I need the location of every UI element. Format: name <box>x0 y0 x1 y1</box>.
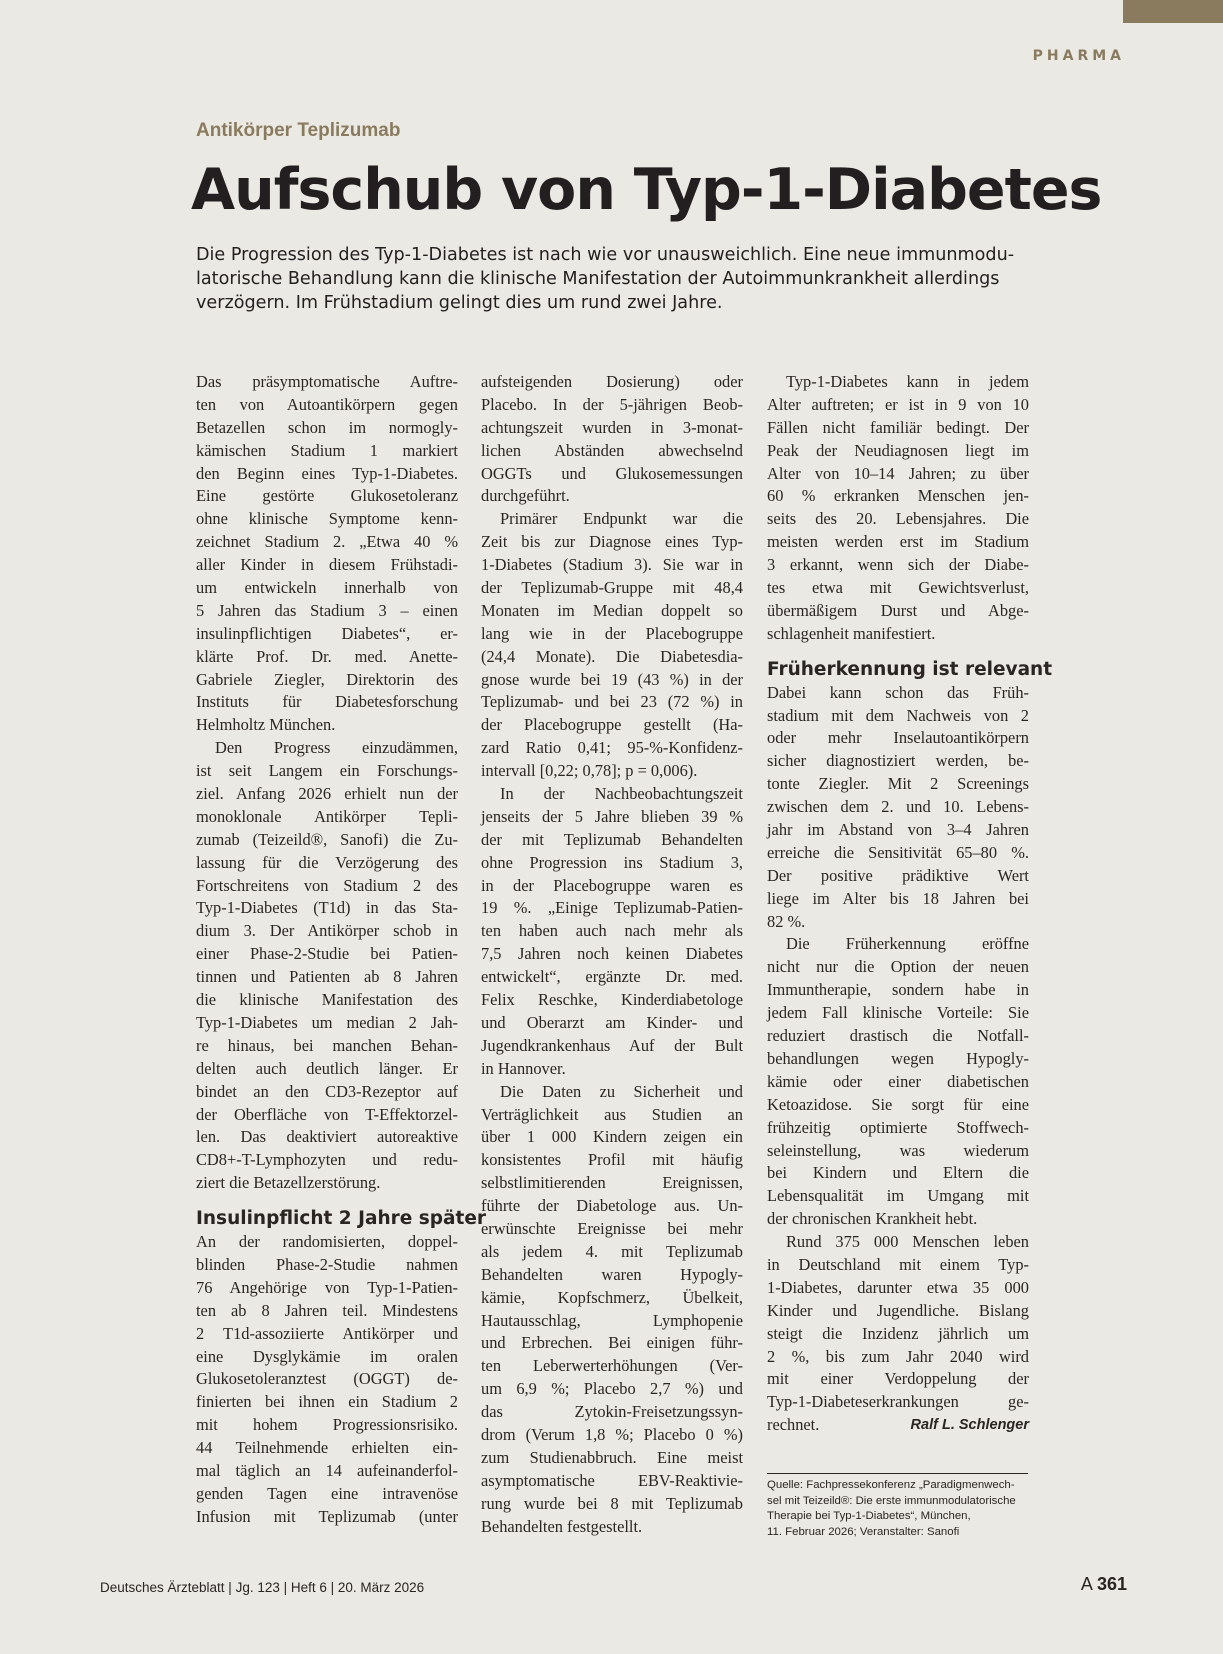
text-line: Der positive prädiktive Wert <box>767 865 1029 885</box>
text-line: liege im Alter bis 18 Jahren bei <box>767 888 1029 908</box>
text-line: das Zytokin-Freisetzungssyn- <box>481 1402 743 1422</box>
text-line: Typ-1-Diabetes kann in jedem <box>786 372 1029 391</box>
text-line: zeichnet Stadium 2. „Etwa 40 % <box>196 532 458 552</box>
paragraph <box>767 371 1029 646</box>
lead-line: Die Progression des Typ-1-Diabetes ist nach wie vor unausweichlich. Eine neue immunmodu- <box>196 245 1015 265</box>
text-line: ten ab 8 Jahren teil. Mindestens <box>196 1300 458 1320</box>
closing-text: rechnet. <box>767 1415 820 1435</box>
text-column-2 <box>481 371 743 1538</box>
text-line: Typ-1-Diabeteserkrankungen ge- <box>767 1392 1029 1412</box>
text-line: jenseits der 5 Jahre blieben 39 % <box>481 806 743 826</box>
text-line: Alter auftreten; er ist in 9 von 10 <box>767 394 1029 414</box>
section-label: PHARMA <box>1032 48 1125 64</box>
paragraph <box>481 371 743 508</box>
text-line: finierten bei ihnen ein Stadium 2 <box>196 1392 458 1412</box>
text-line: intervall [0,22; 0,78]; p = 0,006). <box>481 761 698 781</box>
text-line: Dabei kann schon das Früh- <box>767 682 1029 702</box>
text-line: Typ-1-Diabetes (T1d) in das Sta- <box>196 898 458 918</box>
subheading: Früherkennung ist relevant <box>767 658 1053 680</box>
text-line: schlagenheit manifestiert. <box>767 623 936 643</box>
text-line: selbstlimitierenden Ereignissen, <box>481 1173 743 1193</box>
text-line: konsistentes Profil mit häufig <box>481 1150 743 1170</box>
paragraph <box>196 371 458 737</box>
text-line: CD8+-T-Lymphozyten und redu- <box>196 1150 458 1170</box>
text-line: mit hohem Progressionsrisiko. <box>196 1415 458 1435</box>
source-note <box>767 1478 1029 1540</box>
text-line: in der Placebogruppe waren es <box>481 875 743 895</box>
text-line: Behandelten festgestellt. <box>481 1516 643 1536</box>
text-line: zumab (Teizeild®, Sanofi) die Zu- <box>196 829 458 849</box>
page-number <box>1081 1574 1127 1595</box>
text-line: durchgeführt. <box>481 486 570 506</box>
text-line: seleinstellung, was wiederum <box>767 1140 1029 1160</box>
page-prefix: A <box>1080 1574 1092 1594</box>
text-line: als jedem 4. mit Teplizumab <box>481 1241 743 1261</box>
article-lead <box>196 243 1026 315</box>
text-line: ohne klinische Symptome kenn- <box>196 509 458 529</box>
text-line: behandlungen wegen Hypogly- <box>767 1048 1029 1068</box>
text-line: den Beginn eines Typ-1-Diabetes. <box>196 463 458 483</box>
text-line: Zeit bis zur Diagnose eines Typ- <box>481 532 743 552</box>
text-line: Den Progress einzudämmen, <box>215 738 458 758</box>
text-line: mit einer Verdoppelung der <box>767 1369 1029 1389</box>
text-line: kämie oder einer diabetischen <box>767 1071 1029 1091</box>
text-line: 19 %. „Einige Teplizumab-Patien- <box>481 898 743 918</box>
text-line: ziert die Betazellzerstörung. <box>196 1173 381 1193</box>
text-line: Immuntherapie, sondern habe in <box>767 980 1029 1000</box>
text-line: tinnen und Patienten ab 8 Jahren <box>196 967 458 987</box>
text-line: kämischen Stadium 1 markiert <box>196 440 458 460</box>
text-line: Lebensqualität im Umgang mit <box>767 1186 1029 1206</box>
paragraph <box>767 682 1029 934</box>
text-line: 3 erkannt, wenn sich der Diabe- <box>767 555 1029 575</box>
text-line: rung wurde bei 8 mit Teplizumab <box>481 1493 743 1513</box>
paragraph <box>481 508 743 783</box>
text-line: 44 Teilnehmende erhielten ein- <box>196 1438 458 1458</box>
text-line: kämie, Kopfschmerz, Übelkeit, <box>481 1287 743 1307</box>
text-line: gnose wurde bei 19 (43 %) in der <box>481 669 743 689</box>
text-line: in Hannover. <box>481 1058 566 1078</box>
paragraph <box>481 1081 743 1539</box>
text-line: blinden Phase-2-Studie nahmen <box>196 1254 458 1274</box>
text-column-1 <box>196 371 487 1529</box>
text-line: Monaten im Median doppelt so <box>481 600 743 620</box>
source-line: Quelle: Fachpressekonferenz „Paradigmenwech- <box>767 1479 1015 1491</box>
text-line: ziel. Anfang 2026 erhielt nun der <box>196 784 458 804</box>
text-line: aufsteigenden Dosierung) oder <box>481 372 743 391</box>
text-line: achtungszeit wurden in 3-monat- <box>481 417 743 437</box>
text-line: Ketoazidose. Sie sorgt für eine <box>767 1094 1029 1114</box>
corner-accent-bar <box>1123 0 1223 23</box>
source-line: Therapie bei Typ-1-Diabetes“, München, <box>767 1510 971 1522</box>
text-line: Alter von 10–14 Jahren; zu über <box>767 463 1029 483</box>
text-line: dium 3. Der Antikörper schob in <box>196 921 458 941</box>
text-line: Placebo. In der 5-jährigen Beob- <box>481 394 743 414</box>
text-line: 1-Diabetes (Stadium 3). Sie war in <box>481 555 743 575</box>
text-line: asymptomatische EBV-Reaktivie- <box>481 1470 743 1490</box>
text-line: der Placebogruppe gestellt (Ha- <box>481 715 743 735</box>
paragraph <box>481 783 743 1081</box>
text-line: ist seit Langem ein Forschungs- <box>196 761 458 781</box>
text-line: re hinaus, bei manchen Behan- <box>196 1035 458 1055</box>
text-line: tonte Ziegler. Mit 2 Screenings <box>767 774 1029 794</box>
text-line: 2 T1d-assoziierte Antikörper und <box>196 1323 458 1343</box>
text-line: oder mehr Inselautoantikörpern <box>767 728 1029 748</box>
text-line: Jugendkrankenhaus Auf der Bult <box>481 1035 743 1055</box>
text-line: Infusion mit Teplizumab (unter <box>196 1506 458 1526</box>
page-number-value: 361 <box>1096 1574 1127 1594</box>
source-line: 11. Februar 2026; Veranstalter: Sanofi <box>767 1525 960 1538</box>
text-line: lichen Abständen abwechselnd <box>481 440 743 460</box>
lead-line: verzögern. Im Frühstadium gelingt dies um rund zwei Jahre. <box>196 293 723 313</box>
text-line: 5 Jahren das Stadium 3 – einen <box>196 600 458 620</box>
text-line: insulinpflichtigen Diabetes“, er- <box>196 623 458 643</box>
text-line: Hautausschlag, Lymphopenie <box>481 1310 743 1330</box>
text-line: Gabriele Ziegler, Direktorin des <box>196 669 458 689</box>
text-line: Peak der Neudiagnosen liegt im <box>767 440 1029 460</box>
text-line: der chronischen Krankheit hebt. <box>767 1209 978 1229</box>
text-line: Fällen nicht familiär bedingt. Der <box>767 417 1029 437</box>
text-line: erreiche die Sensitivität 65–80 %. <box>767 842 1029 862</box>
text-line: (24,4 Monate). Die Diabetesdia- <box>481 646 743 666</box>
paragraph <box>196 1231 458 1529</box>
text-line: seits des 20. Lebensjahres. Die <box>767 509 1029 529</box>
text-line: lang wie in der Placebogruppe <box>481 623 743 643</box>
text-line: jedem Fall klinische Vorteile: Sie <box>767 1003 1029 1023</box>
paragraph <box>767 933 1029 1231</box>
text-line: lassung für die Verzögerung des <box>196 852 458 872</box>
text-line: steigt die Inzidenz jährlich um <box>767 1323 1029 1343</box>
source-divider <box>767 1473 1028 1474</box>
text-line: entwickelt“, ergänzte Dr. med. <box>481 967 743 987</box>
text-line: ten von Autoantikörpern gegen <box>196 394 458 414</box>
text-line: bindet an den CD3-Rezeptor auf <box>196 1081 458 1101</box>
source-line: sel mit Teizeild®: Die erste immunmodulatorische <box>767 1494 1016 1507</box>
lead-line: latorische Behandlung kann die klinische Manifestation der Autoimmunkrankheit allerdings <box>196 269 1000 289</box>
text-line: um 6,9 %; Placebo 2,7 %) und <box>481 1379 743 1399</box>
subheading: Insulinpflicht 2 Jahre später <box>196 1208 487 1230</box>
text-line: ten Leberwerterhöhungen (Ver- <box>481 1356 743 1376</box>
text-line: Instituts für Diabetesforschung <box>196 692 458 712</box>
text-line: nicht nur die Option der neuen <box>767 957 1029 977</box>
text-line: bei Kindern und Eltern die <box>767 1163 1029 1183</box>
text-line: frühzeitig optimierte Stoffwech- <box>767 1117 1029 1137</box>
text-line: der mit Teplizumab Behandelten <box>481 829 743 849</box>
text-line: ohne Progression ins Stadium 3, <box>481 852 743 872</box>
author-byline: Ralf L. Schlenger <box>910 1417 1029 1434</box>
text-line: Felix Reschke, Kinderdiabetologe <box>481 990 743 1010</box>
article-kicker: Antikörper Teplizumab <box>196 120 401 141</box>
text-line: drom (Verum 1,8 %; Placebo 0 %) <box>481 1424 743 1444</box>
text-line: in Deutschland mit einem Typ- <box>767 1254 1029 1274</box>
text-line: 2 %, bis zum Jahr 2040 wird <box>767 1346 1029 1366</box>
text-line: führte der Diabetologe aus. Un- <box>481 1196 743 1216</box>
text-line: meisten werden erst im Stadium <box>767 532 1029 552</box>
text-line: delten auch deutlich länger. Er <box>196 1058 458 1078</box>
text-line: Das präsymptomatische Auftre- <box>196 372 458 391</box>
text-line: über 1 000 Kindern zeigen ein <box>481 1127 743 1147</box>
journal-citation: Deutsches Ärzteblatt | Jg. 123 | Heft 6 | 20. März 2026 <box>100 1580 425 1595</box>
text-line: Rund 375 000 Menschen leben <box>786 1232 1029 1252</box>
text-line: Kinder und Jugendliche. Bislang <box>767 1300 1029 1320</box>
text-line: OGGTs und Glukosemessungen <box>481 463 743 483</box>
text-line: aller Kinder in diesem Frühstadi- <box>196 555 458 575</box>
text-line: klärte Prof. Dr. med. Anette- <box>196 646 458 666</box>
text-line: 7,5 Jahren noch keinen Diabetes <box>481 944 743 964</box>
text-line: Eine gestörte Glukosetoleranz <box>196 486 458 506</box>
text-line: die klinische Manifestation des <box>196 990 458 1010</box>
text-line: jahr im Abstand von 3–4 Jahren <box>767 820 1029 840</box>
text-line: Die Daten zu Sicherheit und <box>500 1081 743 1101</box>
text-line: Helmholtz München. <box>196 715 336 735</box>
text-line: 1-Diabetes, darunter etwa 35 000 <box>767 1277 1029 1297</box>
text-line: einer Phase-2-Studie bei Patien- <box>196 944 458 964</box>
text-line: 82 %. <box>767 911 806 931</box>
text-line: eine Dysglykämie im oralen <box>196 1346 458 1366</box>
text-line: tes etwa mit Gewichtsverlust, <box>767 578 1029 598</box>
paragraph <box>767 1231 1029 1414</box>
text-line: zum Studienabbruch. Eine meist <box>481 1447 743 1467</box>
text-line: stadium mit dem Nachweis von 2 <box>767 705 1029 725</box>
text-column-3 <box>767 371 1053 1437</box>
text-line: ten haben auch nach mehr als <box>481 921 743 941</box>
text-line: 60 % erkranken Menschen jen- <box>767 486 1029 506</box>
text-line: übermäßigem Durst und Abge- <box>767 600 1029 620</box>
text-line: len. Das deaktiviert autoreaktive <box>196 1127 458 1147</box>
text-line: sicher diagnostiziert werden, be- <box>767 751 1029 771</box>
text-line: zard Ratio 0,41; 95-%-Konfidenz- <box>481 738 743 758</box>
text-line: Verträglichkeit aus Studien an <box>481 1104 743 1124</box>
article-title: Aufschub von Typ-1-Diabetes <box>191 157 1102 223</box>
text-line: mal täglich an 14 aufeinanderfol- <box>196 1460 458 1480</box>
text-line: Primärer Endpunkt war die <box>500 509 743 529</box>
text-line: In der Nachbeobachtungszeit <box>500 784 743 804</box>
text-line: und Erbrechen. Bei einigen führ- <box>481 1333 743 1353</box>
text-line: um entwickeln innerhalb von <box>196 578 458 598</box>
text-line: Typ-1-Diabetes um median 2 Jah- <box>196 1012 458 1032</box>
text-line: 76 Angehörige von Typ-1-Patien- <box>196 1277 458 1297</box>
text-line: Betazellen schon im normogly- <box>196 417 458 437</box>
text-line: Die Früherkennung eröffne <box>786 934 1029 954</box>
paragraph <box>196 737 458 1195</box>
text-line: monoklonale Antikörper Tepli- <box>196 806 458 826</box>
text-line: zwischen dem 2. und 10. Lebens- <box>767 797 1029 817</box>
text-line: An der randomisierten, doppel- <box>196 1232 458 1252</box>
text-line: reduziert drastisch die Notfall- <box>767 1026 1029 1046</box>
text-line: Fortschreitens von Stadium 2 des <box>196 875 458 895</box>
text-line: und Oberarzt am Kinder- und <box>481 1012 743 1032</box>
closing-line <box>767 1414 1029 1437</box>
text-line: Teplizumab- und bei 23 (72 %) in <box>481 692 743 712</box>
text-line: der Teplizumab-Gruppe mit 48,4 <box>481 578 743 598</box>
text-line: Behandelten waren Hypogly- <box>481 1264 743 1284</box>
text-line: erwünschte Ereignisse bei mehr <box>481 1218 743 1238</box>
text-line: Glukosetoleranztest (OGGT) de- <box>196 1369 458 1389</box>
text-line: genden Tagen eine intravenöse <box>196 1483 458 1503</box>
text-line: der Oberfläche von T-Effektorzel- <box>196 1104 458 1124</box>
